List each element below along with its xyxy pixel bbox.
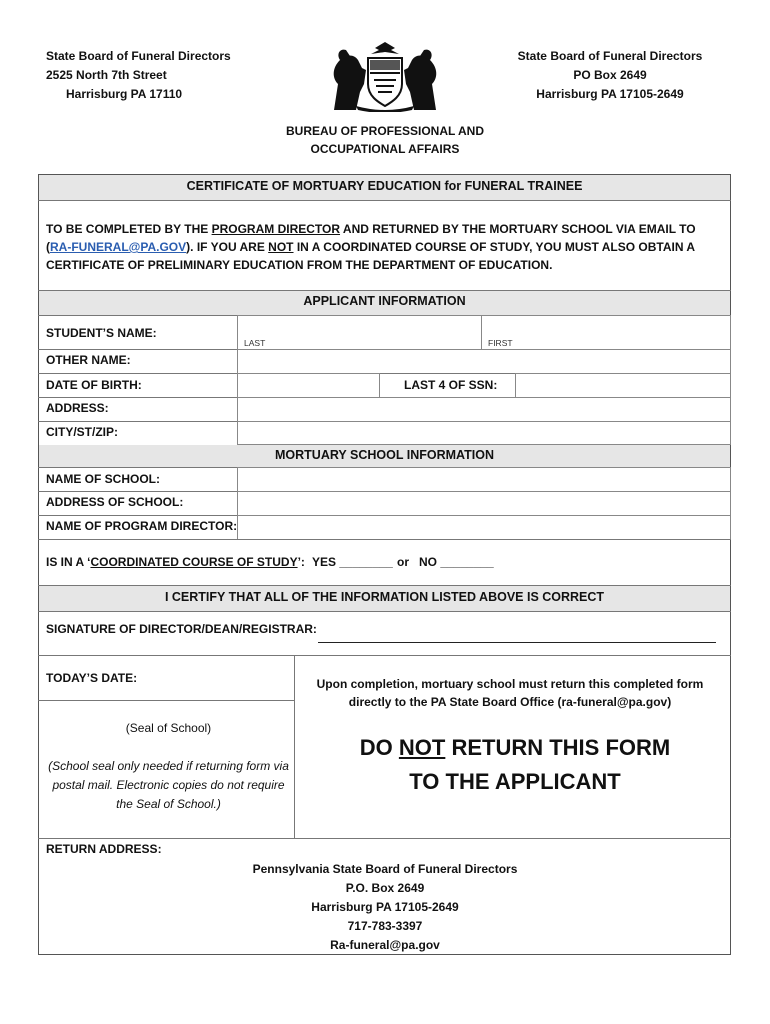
other-name-label: OTHER NAME:	[46, 353, 131, 367]
dob-label: DATE OF BIRTH:	[46, 378, 142, 392]
instruction-text: ). IF YOU ARE	[186, 240, 269, 254]
bureau-name	[235, 122, 535, 158]
city-state-zip-field[interactable]	[237, 421, 731, 445]
ssn-label: LAST 4 OF SSN:	[404, 378, 498, 392]
student-first-name-field[interactable]	[481, 315, 731, 350]
divider	[38, 539, 731, 540]
address-field[interactable]	[237, 397, 731, 422]
first-name-hint: FIRST	[488, 338, 513, 348]
divider	[38, 200, 731, 201]
return-address-label: RETURN ADDRESS:	[46, 842, 162, 856]
program-director-field[interactable]	[237, 515, 731, 540]
divider	[38, 700, 295, 701]
sender-address	[46, 47, 231, 104]
instructions	[46, 220, 721, 274]
school-address-label: ADDRESS OF SCHOOL:	[46, 495, 184, 509]
return-address-line: 717-783-3397	[347, 919, 423, 933]
board-mailing-address	[505, 47, 715, 104]
divider	[38, 655, 731, 656]
address-line: State Board of Funeral Directors	[517, 49, 703, 63]
question-term: COORDINATED COURSE OF STUDY	[90, 555, 298, 569]
school-address-field[interactable]	[237, 491, 731, 516]
vertical-divider	[294, 655, 295, 838]
last-name-hint: LAST	[244, 338, 266, 348]
return-email[interactable]: Ra-funeral@pa.gov	[330, 938, 440, 952]
program-director-label: NAME OF PROGRAM DIRECTOR:	[46, 519, 238, 533]
question-text: IS IN A ‘	[46, 555, 91, 569]
coordinated-yes-blank[interactable]: YES ________	[312, 555, 393, 569]
address-line: PO Box 2649	[573, 68, 647, 82]
coordinated-course-question	[46, 555, 305, 569]
email-link[interactable]: RA-FUNERAL@PA.GOV	[50, 240, 187, 254]
city-state-zip-label: CITY/ST/ZIP:	[46, 425, 118, 439]
completion-note: Upon completion, mortuary school must return this completed form directly to the PA State Board Office (ra-funeral@pa.gov)	[316, 677, 704, 709]
coordinated-or-text: or	[397, 555, 409, 569]
warning-text: DO	[359, 735, 399, 760]
bureau-line: BUREAU OF PROFESSIONAL AND	[285, 124, 484, 138]
return-address-line: Harrisburg PA 17105-2649	[311, 900, 459, 914]
school-name-field[interactable]	[237, 467, 731, 492]
applicant-section-header: APPLICANT INFORMATION	[39, 291, 730, 315]
divider	[38, 838, 731, 839]
instruction-text: AND RETURNED BY THE MORTUARY SCHOOL VIA EMAIL TO (	[46, 222, 696, 254]
do-not-return-warning	[300, 731, 730, 799]
todays-date-label: TODAY’S DATE:	[46, 671, 138, 685]
address-line: Harrisburg PA 17110	[66, 87, 183, 101]
school-name-label: NAME OF SCHOOL:	[46, 472, 160, 486]
instruction-text: IN A COORDINATED COURSE OF STUDY, YOU MUST ALSO OBTAIN A CERTIFICATE OF PRELIMINARY EDUCATION FROM THE DEPARTMENT OF EDUCATION.	[46, 240, 695, 272]
student-name-label: STUDENT’S NAME:	[46, 326, 157, 340]
bureau-line: OCCUPATIONAL AFFAIRS	[310, 142, 460, 156]
pennsylvania-coat-of-arms-icon	[326, 40, 444, 112]
return-address-line: P.O. Box 2649	[345, 881, 425, 895]
address-line: State Board of Funeral Directors	[46, 49, 231, 63]
ssn-last4-field[interactable]	[515, 373, 731, 398]
school-section-header: MORTUARY SCHOOL INFORMATION	[39, 445, 730, 467]
instruction-emphasis: NOT	[268, 240, 294, 254]
student-last-name-field[interactable]	[237, 315, 482, 350]
seal-of-school-label: (Seal of School)	[125, 721, 212, 735]
date-of-birth-field[interactable]	[237, 373, 380, 398]
address-line: Harrisburg PA 17105-2649	[536, 87, 684, 101]
divider	[38, 611, 731, 612]
instruction-text: TO BE COMPLETED BY THE	[46, 222, 212, 236]
other-name-field[interactable]	[237, 349, 731, 374]
question-text: ’:	[297, 555, 305, 569]
form-title: CERTIFICATE OF MORTUARY EDUCATION for FUNERAL TRAINEE	[39, 175, 730, 200]
address-line: 2525 North 7th Street	[46, 68, 167, 82]
signature-label: SIGNATURE OF DIRECTOR/DEAN/REGISTRAR:	[46, 622, 317, 636]
signature-line[interactable]	[318, 642, 716, 643]
seal-note: (School seal only needed if returning form via postal mail. Electronic copies do not require the Seal of School.)	[48, 759, 289, 811]
warning-emphasis: NOT	[398, 735, 446, 760]
return-address	[220, 860, 550, 955]
address-label: ADDRESS:	[46, 401, 109, 415]
warning-text: RETURN THIS FORM	[445, 735, 671, 760]
warning-text: TO THE APPLICANT	[409, 769, 621, 794]
instruction-emphasis: PROGRAM DIRECTOR	[211, 222, 341, 236]
certify-header: I CERTIFY THAT ALL OF THE INFORMATION LISTED ABOVE IS CORRECT	[39, 586, 730, 611]
return-address-line: Pennsylvania State Board of Funeral Directors	[252, 862, 518, 876]
coordinated-no-blank[interactable]: NO ________	[419, 555, 494, 569]
